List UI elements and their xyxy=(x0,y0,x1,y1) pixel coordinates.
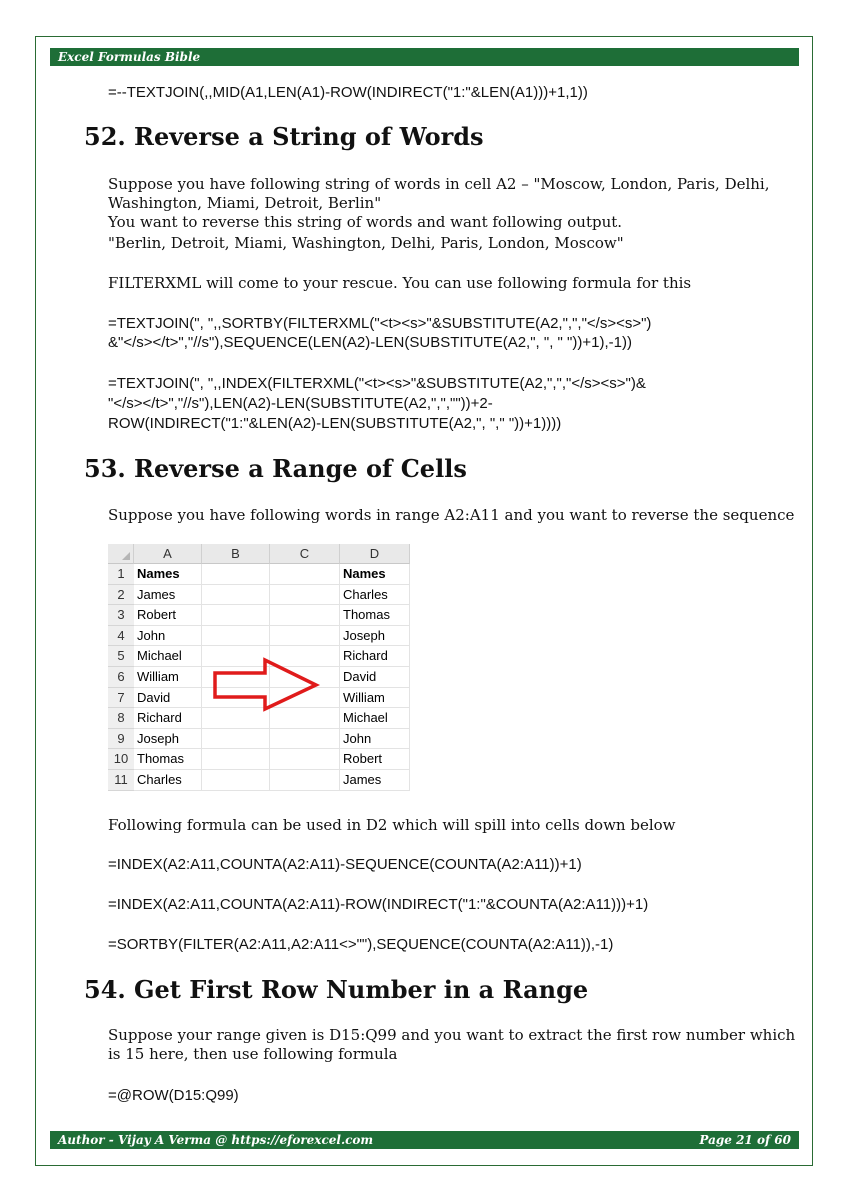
s54-formula: =@ROW(D15:Q99) xyxy=(108,1087,239,1104)
section-54-title: Get First Row Number in a Range xyxy=(134,975,589,1004)
sheet-cell xyxy=(270,626,340,647)
row-header: 1 xyxy=(108,564,134,585)
s54-paragraph-line1: Suppose your range given is D15:Q99 and you want to extract the first row number which xyxy=(108,1026,796,1044)
row-header: 11 xyxy=(108,770,134,791)
sheet-cell: Robert xyxy=(134,605,202,626)
section-54-number: 54. xyxy=(84,975,126,1004)
s52-paragraph-line1: Suppose you have following string of words in cell A2 – "Moscow, London, Paris, Delhi, xyxy=(108,175,770,193)
s54-paragraph-line2: is 15 here, then use following formula xyxy=(108,1045,398,1063)
sheet-cell: Names xyxy=(134,564,202,585)
row-header: 10 xyxy=(108,749,134,770)
column-header-b: B xyxy=(202,544,270,564)
footer-bar xyxy=(50,1131,799,1149)
row-header: 4 xyxy=(108,626,134,647)
s53-paragraph-2: Following formula can be used in D2 which will spill into cells down below xyxy=(108,816,676,834)
s53-paragraph-1: Suppose you have following words in range A2:A11 and you want to reverse the sequence xyxy=(108,506,795,524)
sheet-cell xyxy=(202,749,270,770)
section-52-number: 52. xyxy=(84,122,126,151)
sheet-cell: David xyxy=(340,667,410,688)
s53-formula-1: =INDEX(A2:A11,COUNTA(A2:A11)-SEQUENCE(COUNTA(A2:A11))+1) xyxy=(108,856,582,873)
sheet-cell xyxy=(270,749,340,770)
section-53-number: 53. xyxy=(84,454,126,483)
sheet-cell: Thomas xyxy=(134,749,202,770)
top-formula: =--TEXTJOIN(,,MID(A1,LEN(A1)-ROW(INDIRECT("1:"&LEN(A1)))+1,1)) xyxy=(108,84,588,101)
sheet-cell: Thomas xyxy=(340,605,410,626)
column-header-c: C xyxy=(270,544,340,564)
footer-author: Author - Vijay A Verma @ https://eforexcel.com xyxy=(58,1133,374,1147)
s52-paragraph-4: FILTERXML will come to your rescue. You can use following formula for this xyxy=(108,274,692,292)
sheet-cell xyxy=(270,729,340,750)
section-53-heading xyxy=(84,454,467,483)
sheet-cell xyxy=(202,626,270,647)
row-header: 9 xyxy=(108,729,134,750)
sheet-cell: Michael xyxy=(134,646,202,667)
sheet-cell: Charles xyxy=(134,770,202,791)
column-header-a: A xyxy=(134,544,202,564)
s53-formula-2: =INDEX(A2:A11,COUNTA(A2:A11)-ROW(INDIRECT("1:"&COUNTA(A2:A11)))+1) xyxy=(108,896,649,913)
s52-formula2-line1: =TEXTJOIN(", ",,INDEX(FILTERXML("<t><s>"&SUBSTITUTE(A2,",","</s><s>")& xyxy=(108,375,646,392)
header-bar xyxy=(50,48,799,66)
s52-formula1-line2: &"</s></t>","//s"),SEQUENCE(LEN(A2)-LEN(SUBSTITUTE(A2,", ", " "))+1),-1)) xyxy=(108,334,632,351)
s52-paragraph-line2: Washington, Miami, Detroit, Berlin" xyxy=(108,194,382,212)
sheet-cell xyxy=(270,585,340,606)
sheet-cell: Joseph xyxy=(134,729,202,750)
sheet-cell: Names xyxy=(340,564,410,585)
sheet-cell xyxy=(270,770,340,791)
row-header: 2 xyxy=(108,585,134,606)
sheet-cell xyxy=(270,605,340,626)
column-header-d: D xyxy=(340,544,410,564)
section-54-heading xyxy=(84,975,588,1004)
s52-formula2-line2: "</s></t>","//s"),LEN(A2)-LEN(SUBSTITUTE(A2,",",""))+2- xyxy=(108,395,493,412)
row-header: 5 xyxy=(108,646,134,667)
s52-formula2-line3: ROW(INDIRECT("1:"&LEN(A2)-LEN(SUBSTITUTE(A2,", "," "))+1)))) xyxy=(108,415,562,432)
sheet-cell: Richard xyxy=(134,708,202,729)
sheet-cell: Michael xyxy=(340,708,410,729)
sheet-cell: James xyxy=(340,770,410,791)
section-53-title: Reverse a Range of Cells xyxy=(134,454,467,483)
footer-page-number: Page 21 of 60 xyxy=(699,1133,791,1147)
section-52-heading xyxy=(84,122,484,151)
sheet-cell: David xyxy=(134,688,202,709)
s52-paragraph-2: You want to reverse this string of words and want following output. xyxy=(108,213,623,231)
row-header: 7 xyxy=(108,688,134,709)
section-52-title: Reverse a String of Words xyxy=(134,122,484,151)
row-header: 6 xyxy=(108,667,134,688)
header-title: Excel Formulas Bible xyxy=(58,50,201,64)
sheet-cell: Charles xyxy=(340,585,410,606)
sheet-cell xyxy=(202,770,270,791)
sheet-cell: William xyxy=(340,688,410,709)
sheet-cell xyxy=(202,585,270,606)
s52-paragraph-3: "Berlin, Detroit, Miami, Washington, Delhi, Paris, London, Moscow" xyxy=(108,234,624,252)
sheet-cell: John xyxy=(340,729,410,750)
sheet-cell: Richard xyxy=(340,646,410,667)
sheet-cell xyxy=(270,564,340,585)
sheet-cell xyxy=(202,564,270,585)
row-header: 8 xyxy=(108,708,134,729)
row-header: 3 xyxy=(108,605,134,626)
sheet-cell: James xyxy=(134,585,202,606)
sheet-cell xyxy=(202,605,270,626)
right-arrow-icon xyxy=(212,657,320,713)
select-all-corner xyxy=(108,544,134,564)
sheet-cell: John xyxy=(134,626,202,647)
sheet-cell xyxy=(202,729,270,750)
sheet-cell: William xyxy=(134,667,202,688)
sheet-cell: Joseph xyxy=(340,626,410,647)
sheet-cell: Robert xyxy=(340,749,410,770)
s52-formula1-line1: =TEXTJOIN(", ",,SORTBY(FILTERXML("<t><s>"&SUBSTITUTE(A2,",","</s><s>") xyxy=(108,315,652,332)
s53-formula-3: =SORTBY(FILTER(A2:A11,A2:A11<>""),SEQUENCE(COUNTA(A2:A11)),-1) xyxy=(108,936,614,953)
